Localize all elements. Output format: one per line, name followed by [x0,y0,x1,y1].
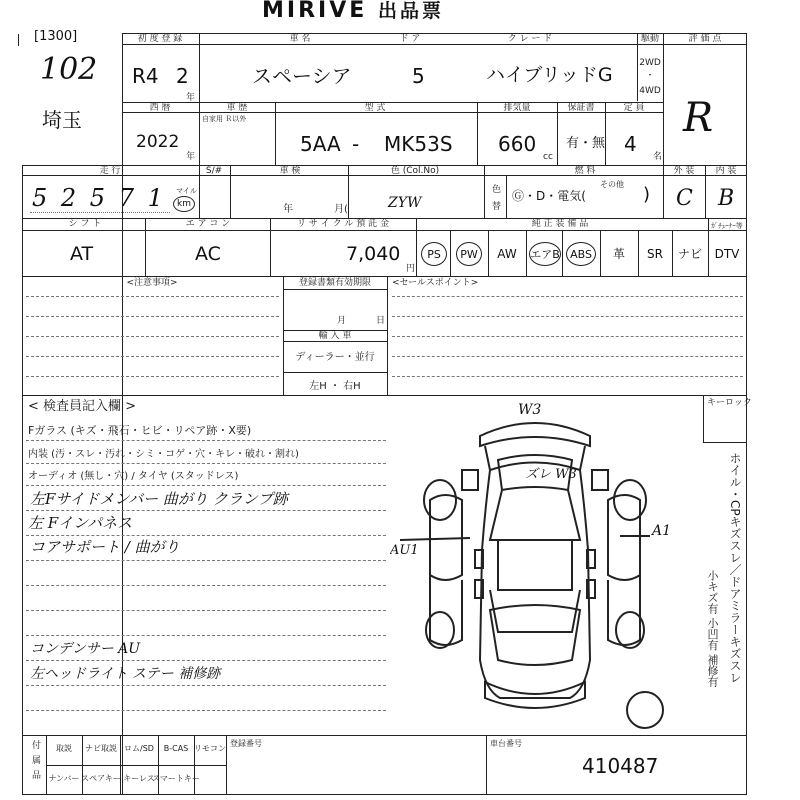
doors-value: 5 [412,64,425,88]
fuel-value: Ⓖ・D・電気( [512,189,586,203]
handwritten-note-5: 左ヘッドライト ステー 補修跡 [30,666,221,682]
first-reg-month: 2 [176,64,189,88]
model-name: スペーシア [252,64,352,88]
interior-grade: B [718,186,735,211]
warranty-value: 有・無 [566,136,606,151]
handwritten-note-2: 左 Fインパネス [28,514,133,532]
label-key-lock: キーロック [707,398,752,408]
label-equipment: 純 正 装 備 品 [531,219,589,229]
label-shift: シ フ ト [68,219,102,229]
reg-month: 月 [337,316,347,326]
equip-pw [456,242,482,266]
equip-navi: ナビ [677,247,703,261]
label-displacement: 排気量 [503,103,531,113]
rating-value: R [683,95,714,141]
acc-remote: リモコン [194,744,226,753]
label-rating: 評 価 点 [688,34,722,44]
label-western: 西 暦 [149,103,171,113]
mark-au1: AU1 [390,543,419,558]
equip-sr: SR [647,247,663,261]
year-unit: 年 [186,93,196,103]
handwritten-note-4: コンデンサー AU [30,641,141,657]
label-import: 輸 入 車 [318,331,352,341]
drive-4wd: 4WD [639,86,661,96]
year-unit-2: 年 [186,152,196,162]
handwritten-note-1: 左Fサイドメンバー 曲がり クランプ跡 [30,490,288,508]
equip-aw: AW [497,247,517,261]
km-unit-circle [173,196,195,212]
label-first-reg: 初 度 登 録 [137,34,183,44]
insp-month: 月( [334,204,348,215]
label-fuel: 燃 料 [574,166,596,176]
equip-abs-label: ABS [570,247,592,261]
type-sep: - [352,132,360,156]
label-capacity: 定 員 [623,103,645,113]
grade-value: ハイブリッドG [486,64,613,86]
chassis-number: 410487 [582,754,659,778]
sheet-title: 出品票 [377,0,444,22]
inspector-line-1: Fガラス (キズ・飛石・ヒビ・リペア跡・X要) [28,424,252,437]
ac-value: AC [195,243,221,265]
label-recycle: リ サ イ ク ル 預 託 金 [296,219,390,229]
reg-day: 日 [376,316,386,326]
left-mark [18,34,19,46]
lot-region: 埼玉 [42,108,82,132]
insp-year: 年 [283,204,293,215]
acc-manual: 取説 [56,744,72,753]
inspector-line-2: 内装 (汚・スレ・汚れ・シミ・コゲ・穴・キレ・破れ・割れ) [28,449,299,460]
inspector-line-3: オーディオ (無し・穴) / タイヤ (スタッドレス) [28,471,239,482]
label-s-flag: S/# [205,166,223,176]
mileage-value: 5 2 5 7 1 [32,184,166,212]
equip-airbag [529,242,561,266]
mark-a1: A1 [652,523,672,539]
side-note-2: 小キズ有 小凹有 補修有 [706,570,719,687]
equip-abs [566,242,596,266]
car-damage-diagram [390,400,700,730]
equip-ps [421,242,447,266]
label-doors: ド ア [399,34,421,44]
label-drive: 駆動 [640,34,660,44]
label-reg-expiry: 登録書類有効期限 [298,278,372,288]
first-reg-year: R4 [132,64,159,88]
label-exterior: 外 装 [673,166,695,176]
label-interior: 内 装 [715,166,737,176]
mile-unit: マイル [176,187,197,195]
exterior-grade: C [676,186,693,211]
acc-rom-sd: ロム/SD [124,744,154,753]
mark-zure-w3: ズレ W3 [525,467,577,482]
label-color: 色 (Col.No) [390,166,440,176]
side-note: ホイル・CPキズスレ／ドアミラーキズスレ [728,452,742,684]
drive-sep: ・ [645,71,655,81]
type-a: 5AA [300,132,341,156]
shift-value: AT [70,243,94,265]
color-code: ZYW [388,195,422,211]
cc-value: 660 [498,132,537,156]
cc-unit: cc [543,152,553,162]
equip-leather: 革 [612,247,626,261]
recycle-value: 7,040 [346,243,401,265]
km-unit: km [177,199,191,209]
equip-dtv: DTV [714,247,740,261]
capacity-value: 4 [624,132,637,156]
equip-airbag-label: エアB [530,248,560,261]
drive-2wd: 2WD [639,58,661,68]
color-side: 色替 [490,184,500,218]
year-value: 2022 [136,132,180,152]
equip-pw-label: PW [460,247,478,261]
label-inspector: < 検査員記入欄 > [28,399,137,414]
brand-name: MIRIVE [262,0,368,23]
dealer-parallel: ディーラー・並行 [295,352,375,363]
fuel-close: ) [643,184,651,205]
label-notes: <注意事項> [126,278,178,288]
acc-navi-manual: ナビ取説 [85,744,117,753]
person-unit: 名 [653,152,663,162]
accessories-label: 付属品 [30,740,40,785]
steering-side: 左H ・ 右H [309,381,361,392]
brand-title [262,0,444,22]
equip-ps-label: PS [427,247,441,261]
label-grade: ク レ ー ド [507,34,553,44]
label-tuner: ｶﾞﾁｭｰﾅｰ等 [711,222,743,230]
lot-code: [1300] [34,29,78,44]
label-model: 車 名 [289,34,311,44]
acc-bcas: B-CAS [163,744,189,753]
label-history: 車 歴 [226,103,248,113]
label-sales-points: <セールスポイント> [392,278,479,288]
yen-unit: 円 [406,264,416,274]
label-mileage: 走 行 [99,166,121,176]
label-chassis: 車台番号 [490,739,522,748]
fuel-other: その他 [600,180,624,189]
acc-spare-key: スペアキー [81,774,121,783]
type-b: MK53S [384,132,453,156]
label-warranty: 保証書 [567,103,595,113]
mark-w3-top: W3 [518,402,542,418]
label-registration: 登録番号 [230,739,262,748]
label-type: 型 式 [364,103,386,113]
label-inspection: 車 検 [279,166,301,176]
acc-smart-key: スマートキー [152,774,200,783]
history-note: 自家用 Ｒ以外 [202,115,247,123]
lot-number: 102 [40,52,98,87]
acc-number: ナンバー [48,774,80,783]
handwritten-note-3: コアサポート / 曲がり [30,538,180,556]
acc-keyless: キーレス [123,774,155,783]
label-ac: エ ア コ ン [185,219,231,229]
